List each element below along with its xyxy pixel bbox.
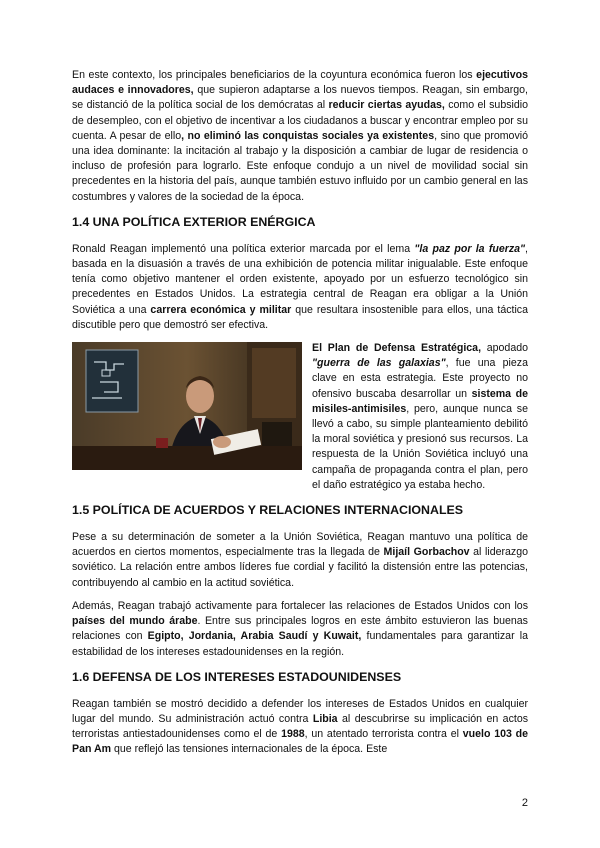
- bold-text: El Plan de Defensa Estratégica,: [312, 342, 482, 355]
- bold-text: vuelo 103 de Pan Am: [72, 728, 529, 756]
- text: . Entre sus principales logros en este ámbito estuvieron las buenas relaciones con: [72, 615, 528, 643]
- section-1-4-paragraph-1: [72, 242, 528, 333]
- intro-paragraph: [72, 68, 528, 205]
- text: En este contexto, los principales beneficiarios de la coyuntura económica fueron los: [72, 69, 477, 81]
- section-1-4-paragraph-2: [312, 341, 528, 493]
- reagan-speech-photo: [72, 342, 302, 470]
- text: como el subsidio de desempleo, con el objetivo de incentivar a los ciudadanos a buscar y encontrar empleo por su cuenta. A pesar de ello: [72, 99, 528, 142]
- text: fundamentales para garantizar la estabilidad de los intereses estadounidenses en la región.: [72, 630, 528, 658]
- bold-text: países del mundo árabe: [72, 615, 198, 628]
- text: al descubrirse su implicación en actos terroristas antiestadounidenses como el de: [72, 712, 529, 741]
- text: apodado: [481, 342, 529, 355]
- bold-italic-text: "la paz por la fuerza": [414, 242, 526, 255]
- text: que reflejó las tensiones internacionales de la época. Este: [111, 743, 388, 756]
- section-1-5-paragraph-1: [72, 530, 528, 591]
- text: que resultara insostenible para ellos, una táctica discutible pero que demostró ser efectiva.: [72, 303, 528, 331]
- text: Pese a su determinación de someter a la Unión Soviética, Reagan mantuvo una política de acuerdos en ciertos momentos, especialmente tras la llegada de: [72, 531, 528, 559]
- text: , pero, aunque nunca se llevó a cabo, su simple planteamiento debilitó la moral soviética y presionó sus recursos. La respuesta de la Unión Soviética incluyó una campaña de propaganda contra el plan, pero el daño estratégico ya estaba hecho.: [312, 402, 528, 491]
- text: , basada en la disuasión a través de una exhibición de potencia militar inigualable. Este enfoque tenía como objetivo mantener el orden existente, apoyado por un esfuerzo tecnológico sin precedentes en Estados Unidos. La estrategia central de Reagan era obligar a la Unión Soviética a una: [72, 242, 528, 316]
- text: , un atentado terrorista contra el: [304, 728, 463, 741]
- section-heading-1-6: 1.6 DEFENSA DE LOS INTERESES ESTADOUNIDENSES: [72, 669, 402, 684]
- text: Además, Reagan trabajó activamente para fortalecer las relaciones de Estados Unidos con los: [72, 599, 528, 612]
- text: , sino que promovió una idea dominante: la incitación al trabajo y la disposición a cambiar de lugar de residencia o incluso de profesión para lograrlo. Este enfoque condujo a un nivel de movilidad social sin precedentes en la historia del país, aunque también estuvo influido por un cambio general en las costumbres y valores de la sociedad de la época.: [72, 129, 528, 203]
- bold-text: 1988: [281, 728, 305, 741]
- section-1-6-paragraph-1: [72, 697, 528, 758]
- bold-text: Mijaíl Gorbachov: [383, 546, 470, 559]
- bold-text: , no eliminó las conquistas sociales ya existentes: [181, 129, 435, 142]
- section-heading-1-4: 1.4 UNA POLÍTICA EXTERIOR ENÉRGICA: [72, 214, 316, 229]
- bold-text: Egipto, Jordania, Arabia Saudí y Kuwait,: [147, 630, 362, 643]
- text: Ronald Reagan implementó una política exterior marcada por el lema: [72, 242, 415, 255]
- text: , fue una pieza clave en esta estrategia. Este proyecto no ofensivo buscaba desarrollar un: [312, 357, 528, 400]
- bold-text: reducir ciertas ayudas,: [328, 99, 445, 112]
- bold-text: sistema de misiles-antimisiles: [312, 387, 528, 415]
- text: que supieron adaptarse a los nuevos tiempos. Reagan, sin embargo, se distanció de la política social de los demócratas al: [72, 84, 528, 112]
- bold-text: ejecutivos audaces e innovadores,: [72, 69, 528, 97]
- photo-illustration: [72, 342, 302, 470]
- bold-text: carrera económica y militar: [150, 303, 292, 316]
- bold-text: Libia: [312, 712, 338, 725]
- bold-italic-text: "guerra de las galaxias": [312, 357, 446, 370]
- figure-with-text: [72, 341, 528, 493]
- text: Reagan también se mostró decidido a defender los intereses de Estados Unidos en cualquier lugar del mundo. Su administración actuó contra: [72, 697, 528, 725]
- section-1-5-paragraph-2: [72, 599, 528, 660]
- page-number: 2: [521, 797, 528, 809]
- document-page: [72, 68, 528, 766]
- text: al liderazgo soviético. La relación entre ambos líderes fue cordial y facilitó la distensión entre las potencias, contribuyendo al cambio en la actitud soviética.: [72, 546, 529, 589]
- section-heading-1-5: 1.5 POLÍTICA DE ACUERDOS Y RELACIONES INTERNACIONALES: [72, 503, 464, 518]
